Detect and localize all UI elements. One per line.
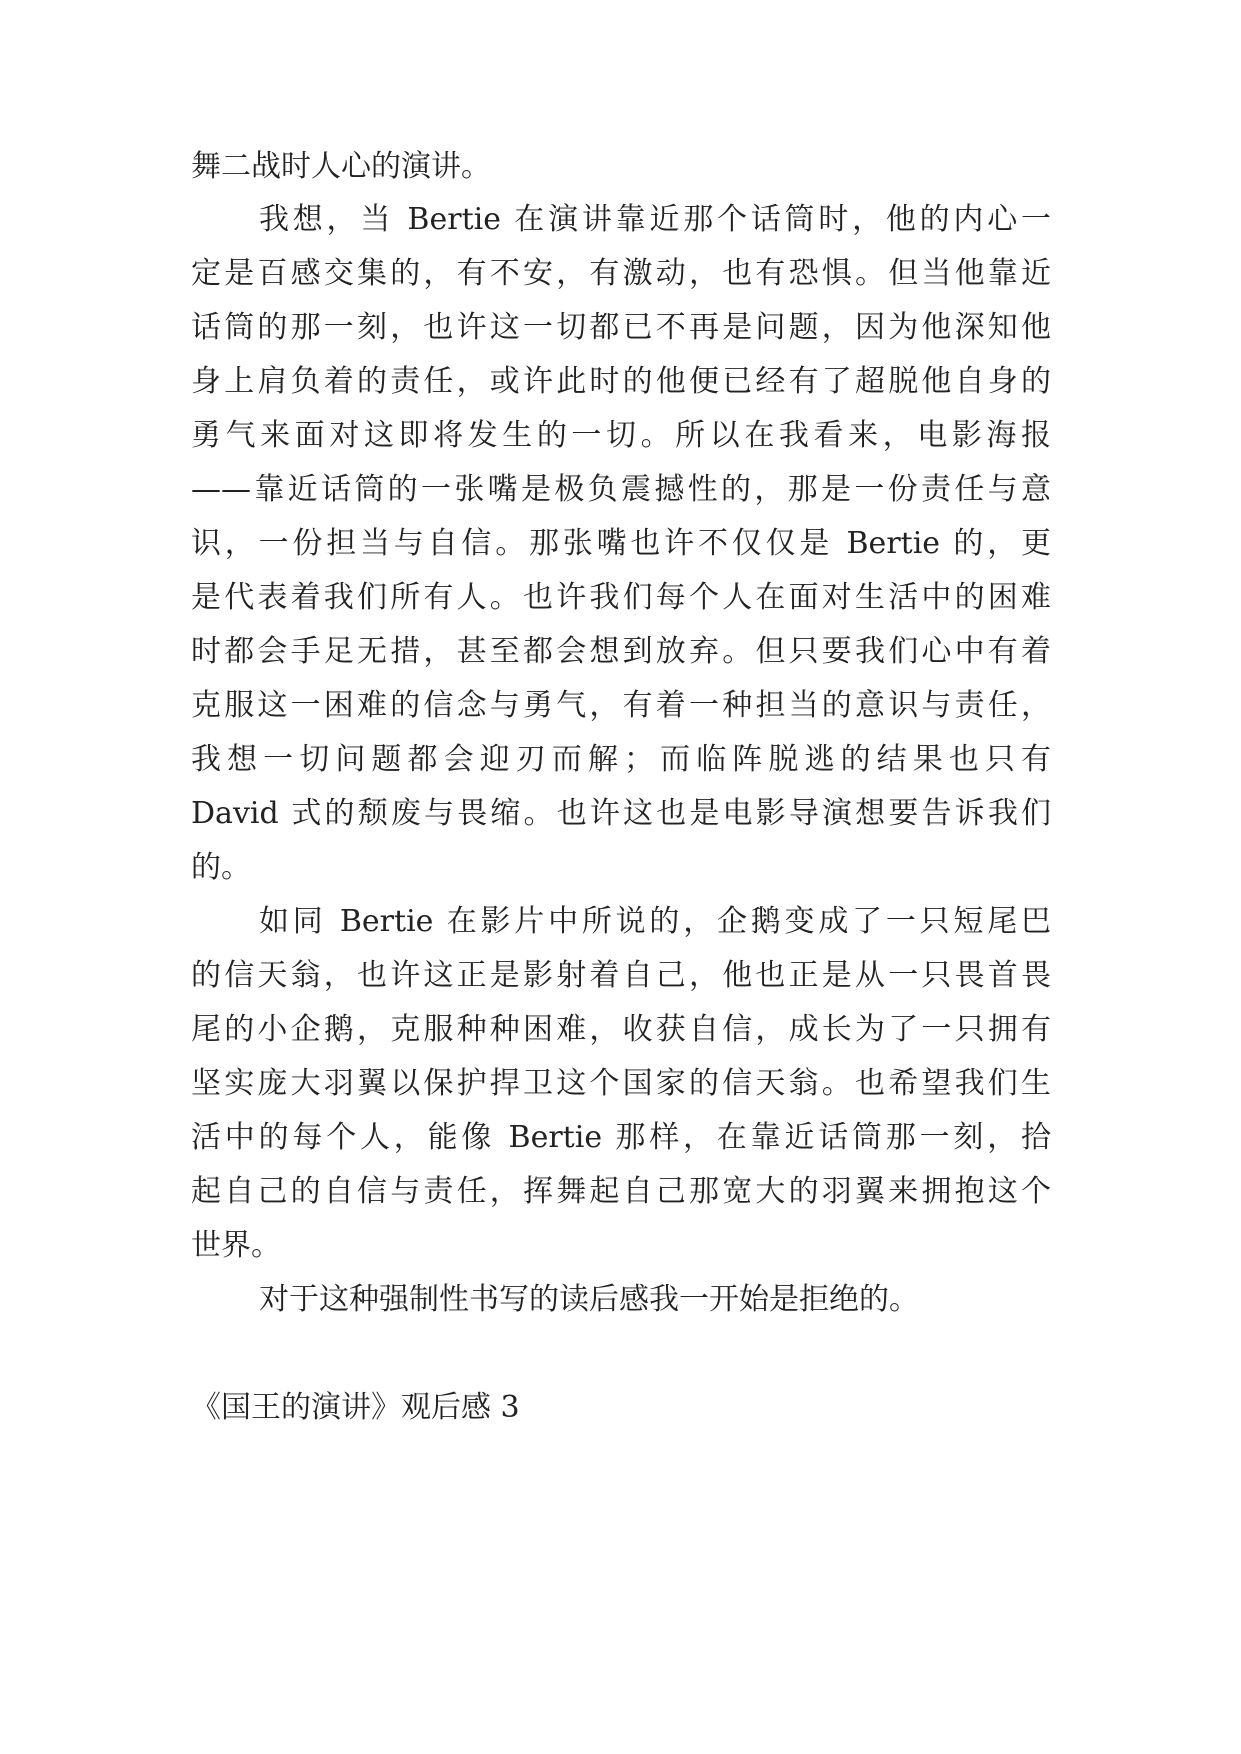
text-line: 是代表着我们所有人。也许我们每个人在面对生活中的困难 <box>191 580 1051 615</box>
text-line: 世界。 <box>191 1228 281 1263</box>
text-line: 话筒的那一刻，也许这一切都已不再是问题，因为他深知他 <box>191 310 1051 345</box>
text-line: 克服这一困难的信念与勇气，有着一种担当的意识与责任， <box>191 688 1051 723</box>
text-line: 我想，当 Bertie 在演讲靠近那个话筒时，他的内心一 <box>259 202 1051 237</box>
text-line: 我想一切问题都会迎刃而解；而临阵脱逃的结果也只有 <box>191 742 1051 777</box>
text-line: ——靠近话筒的一张嘴是极负震撼性的，那是一份责任与意 <box>191 472 1051 507</box>
text-line: 的信天翁，也许这正是影射着自己，他也正是从一只畏首畏 <box>191 958 1051 993</box>
text-line: 舞二战时人心的演讲。 <box>191 149 491 184</box>
text-line: David 式的颓废与畏缩。也许这也是电影导演想要告诉我们 <box>191 796 1051 831</box>
text-line: 勇气来面对这即将发生的一切。所以在我看来，电影海报 <box>191 418 1051 453</box>
text-line: 如同 Bertie 在影片中所说的，企鹅变成了一只短尾巴 <box>259 904 1051 939</box>
text-line: 的。 <box>191 850 251 885</box>
section-heading: 《国王的演讲》观后感 3 <box>191 1390 520 1425</box>
text-line: 对于这种强制性书写的读后感我一开始是拒绝的。 <box>259 1282 919 1317</box>
text-line: 活中的每个人，能像 Bertie 那样，在靠近话筒那一刻，拾 <box>191 1120 1051 1155</box>
text-line: 身上肩负着的责任，或许此时的他便已经有了超脱他自身的 <box>191 364 1051 399</box>
text-line: 尾的小企鹅，克服种种困难，收获自信，成长为了一只拥有 <box>191 1012 1051 1047</box>
text-line: 识，一份担当与自信。那张嘴也许不仅仅是 Bertie 的，更 <box>191 526 1051 561</box>
text-line: 时都会手足无措，甚至都会想到放弃。但只要我们心中有着 <box>191 634 1051 669</box>
text-line: 坚实庞大羽翼以保护捍卫这个国家的信天翁。也希望我们生 <box>191 1066 1051 1101</box>
text-line: 定是百感交集的，有不安，有激动，也有恐惧。但当他靠近 <box>191 256 1051 291</box>
text-line: 起自己的自信与责任，挥舞起自己那宽大的羽翼来拥抱这个 <box>191 1174 1051 1209</box>
